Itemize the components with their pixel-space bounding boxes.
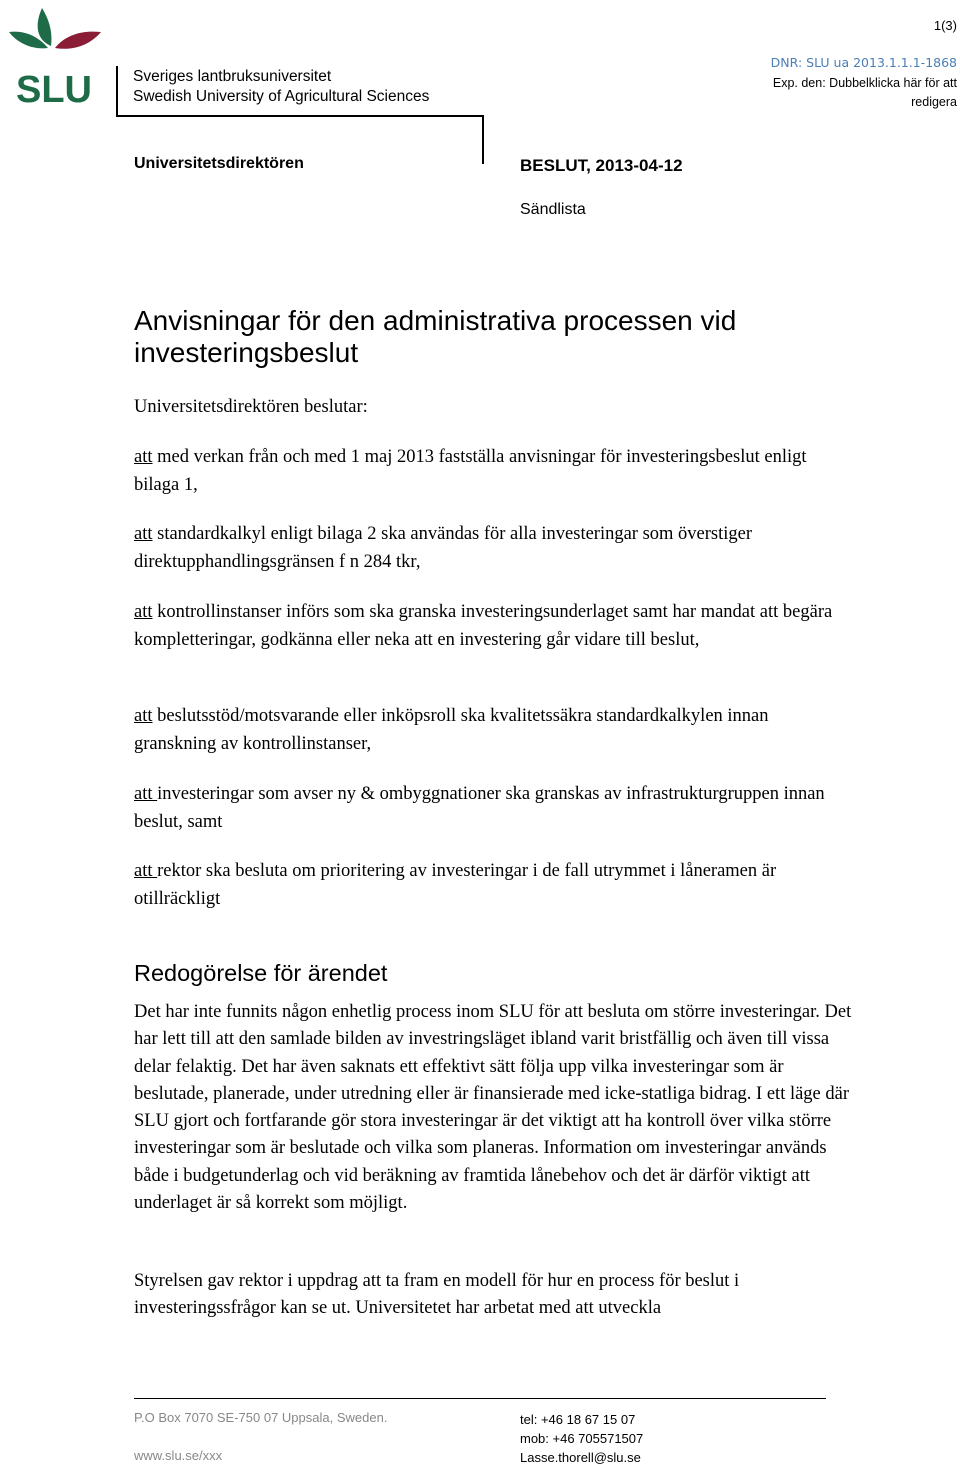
distribution-list: Sändlista	[520, 201, 586, 218]
att-keyword: att	[134, 706, 153, 726]
decision-clause	[134, 521, 854, 576]
header-divider-vertical	[116, 66, 118, 116]
decision-text: beslutsstöd/motsvarande eller inköpsroll ska kvalitetssäkra standardkalkylen innan granskning av kontrollinstanser,	[134, 706, 769, 754]
decision-clause	[134, 703, 854, 758]
slu-logo	[4, 4, 104, 104]
logo-wordmark: SLU	[16, 69, 92, 104]
decision-text: standardkalkyl enligt bilaga 2 ska användas för alla investeringar som överstiger direktupphandlingsgränsen f n 284 tkr,	[134, 524, 753, 572]
footer-contact	[520, 1410, 643, 1467]
footer-mobile: mob: +46 705571507	[520, 1431, 644, 1446]
decision-text: kontrollinstanser införs som ska granska investeringsunderlaget samt har mandat att begära kompletteringar, godkänna eller neka att en investering går vidare till beslut,	[134, 602, 833, 650]
att-keyword: att	[134, 602, 153, 622]
university-name	[133, 67, 429, 106]
footer-phone: tel: +46 18 67 15 07	[520, 1412, 636, 1427]
university-name-sv: Sveriges lantbruksuniversitet	[133, 68, 332, 85]
expedition-date-line1: Exp. den: Dubbelklicka här för att	[772, 76, 957, 90]
att-keyword: att	[134, 447, 153, 467]
footer-address: P.O Box 7070 SE-750 07 Uppsala, Sweden.	[134, 1410, 388, 1425]
university-name-en: Swedish University of Agricultural Sciences	[133, 87, 430, 105]
decision-clause	[134, 858, 854, 913]
decision-text: med verkan från och med 1 maj 2013 fastställa anvisningar för investeringsbeslut enligt bilaga 1,	[134, 447, 807, 495]
section-heading: Redogörelse för ärendet	[134, 960, 388, 986]
decision-text: rektor ska besluta om prioritering av investeringar i de fall utrymmet i låneramen är otillräckligt	[134, 861, 777, 909]
header-divider-vertical-mid	[482, 115, 484, 164]
registration-number: DNR: SLU ua 2013.1.1.1-1868	[770, 55, 957, 70]
document-title: Anvisningar för den administrativa processen vid investeringsbeslut	[134, 305, 737, 368]
decision-clause	[134, 444, 854, 499]
section-paragraph: Det har inte funnits någon enhetlig process inom SLU för att besluta om större investeringar. Det har lett till att den samlade bilden av investringsläget ibland varit bristfällig och även till vissa delar felaktig. Det har även saknats ett effektivt sätt följa upp vilka investeringar som är beslutade, planerade, under utredning eller är finansierade med icke-statliga bidrag. I ett läge där SLU gjort och fortfarande gör stora investeringar är det viktigt att ha kontroll över vilka större investeringar som är beslutade och vilka som planeras. Information om investeringar används både i budgetunderlag och vid beräkning av framtida lånebehov och det är därför viktigt att underlaget är så korrekt som möjligt.	[134, 1002, 852, 1214]
expedition-date-line2: redigera	[911, 95, 957, 109]
att-keyword: att	[134, 861, 158, 881]
page-number: 1(3)	[933, 18, 957, 33]
decision-text: investeringar som avser ny & ombyggnationer ska granskas av infrastrukturgruppen innan beslut, samt	[134, 784, 825, 832]
footer-divider	[134, 1398, 826, 1399]
att-keyword: att	[134, 784, 158, 804]
expedition-date-field[interactable]	[773, 74, 957, 112]
att-keyword: att	[134, 524, 153, 544]
section-paragraph: Styrelsen gav rektor i uppdrag att ta fram en modell för hur en process för beslut i investeringssfrågor kan se ut. Universitetet har arbetat med att utveckla	[134, 1271, 740, 1319]
decision-intro: Universitetsdirektören beslutar:	[134, 397, 368, 417]
footer-website-link[interactable]: www.slu.se/xxx	[134, 1448, 223, 1463]
footer-email-link[interactable]: Lasse.thorell@slu.se	[520, 1450, 641, 1465]
sender: Universitetsdirektören	[134, 155, 304, 172]
decision-clause	[134, 781, 854, 836]
decision-clause	[134, 599, 854, 654]
header-divider	[116, 115, 484, 117]
decision-date: BESLUT, 2013-04-12	[520, 156, 683, 175]
